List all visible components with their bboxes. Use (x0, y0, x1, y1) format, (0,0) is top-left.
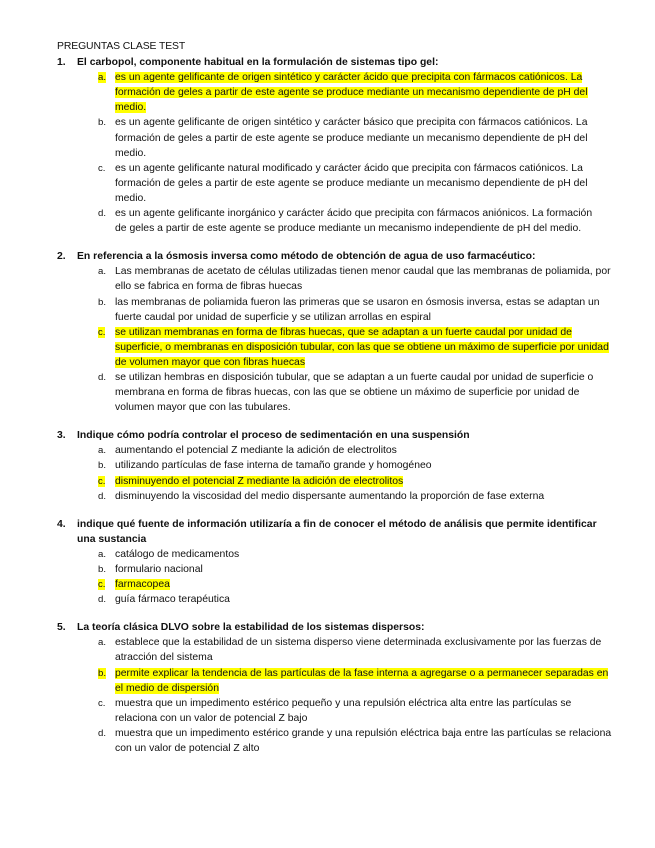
option-text (115, 458, 615, 473)
option-letter-text: c. (98, 475, 106, 487)
question-text: indique qué fuente de información utilizaría a fin de conocer el método de análisis que permite identificar una sustancia (77, 518, 597, 545)
option-letter-text: b. (98, 296, 107, 308)
option-letter (98, 666, 115, 696)
answer-option (98, 458, 615, 473)
option-letter (98, 726, 115, 756)
option-letter-text: d. (98, 208, 107, 220)
option-letter-text: d. (98, 371, 107, 383)
question-header (57, 249, 615, 264)
question-text: La teoría clásica DLVO sobre la estabilidad de los sistemas dispersos: (77, 622, 425, 634)
option-letter-text: c. (98, 162, 106, 174)
question-number: 4. (57, 518, 66, 530)
question-number: 1. (57, 57, 66, 69)
answer-option-highlighted (98, 666, 615, 696)
option-text-content: las membranas de poliamida fueron las primeras que se usaron en ósmosis inversa, estas se adaptan un fuerte caudal por unidad de superficie y se utilizan arrollas en espiral (115, 296, 600, 323)
option-text-content: disminuyendo la viscosidad del medio dispersante aumentando la proporción de fase externa (115, 490, 545, 502)
option-letter-text: b. (98, 667, 107, 679)
option-text (115, 592, 615, 607)
answer-options (57, 264, 615, 415)
answer-options (57, 70, 615, 236)
answer-option (98, 547, 615, 562)
option-letter (98, 474, 115, 489)
option-text-content: es un agente gelificante natural modificado y carácter ácido que precipita con fármacos catiónicos. La formación de geles a partir de este agente se produce mediante un mecanismo dependiente de pH del medio. (115, 162, 588, 204)
question-text: Indique cómo podría controlar el proceso de sedimentación en una suspensión (77, 430, 470, 442)
answer-option (98, 443, 615, 458)
option-text-content: aumentando el potencial Z mediante la adición de electrolitos (115, 445, 397, 457)
option-text-content: es un agente gelificante de origen sintético y carácter básico que precipita con fármacos catiónicos. La formación de geles a partir de este agente se produce mediante un mecanismo dependiente de pH del medio. (115, 117, 588, 159)
question-header (57, 517, 615, 547)
option-text (115, 370, 615, 415)
option-letter (98, 547, 115, 562)
question-text: El carbopol, componente habitual en la formulación de sistemas tipo gel: (77, 57, 439, 69)
option-text (115, 489, 615, 504)
answer-option (98, 562, 615, 577)
option-text-content: se utilizan hembras en disposición tubular, que se adaptan a un fuerte caudal por unidad de superficie o membrana en forma de fibras huecas, con las que se obtiene un máximo de superficie por unidad de volumen mayor que con las tubulares. (115, 371, 594, 414)
option-text (115, 264, 615, 294)
option-letter (98, 115, 115, 160)
question-header (57, 55, 615, 70)
answer-option (98, 264, 615, 294)
option-letter-text: c. (98, 579, 106, 591)
option-letter (98, 370, 115, 415)
option-letter (98, 295, 115, 325)
option-letter (98, 592, 115, 607)
option-letter-text: a. (98, 548, 107, 560)
option-text-content: muestra que un impedimento estérico grande y una repulsión eléctrica baja entre las partículas se relaciona con un valor de potencial Z alto (115, 727, 612, 755)
option-text (115, 474, 615, 489)
option-letter (98, 458, 115, 473)
option-text (115, 577, 615, 592)
option-text-content: formulario nacional (115, 564, 203, 575)
answer-option-highlighted (98, 577, 615, 592)
question-number: 3. (57, 430, 66, 442)
answer-options (57, 443, 615, 503)
option-text-content: catálogo de medicamentos (115, 548, 240, 560)
option-text (115, 206, 595, 236)
option-text (115, 726, 615, 756)
option-text-content: farmacopea (115, 579, 170, 591)
answer-option (98, 206, 615, 236)
option-text-content: es un agente gelificante inorgánico y carácter ácido que precipita con fármacos aniónicos. La formación de geles a partir de este agente se produce mediante un mecanismo independiente de pH del medio. (115, 208, 593, 235)
question (57, 517, 615, 608)
option-text (115, 443, 615, 458)
question-header (57, 428, 615, 443)
option-letter-text: c. (98, 697, 106, 709)
option-letter-text: c. (98, 326, 106, 338)
answer-option (98, 592, 615, 607)
question-list (57, 55, 615, 756)
answer-option (98, 696, 615, 726)
option-text-content: utilizando partículas de fase interna de tamaño grande y homogéneo (115, 460, 432, 472)
option-letter (98, 489, 115, 504)
option-text (115, 70, 595, 115)
option-text-content: Las membranas de acetato de células utilizadas tienen menor caudal que las membranas de poliamida, por ello se fabrica en forma de fibras huecas (115, 266, 611, 293)
answer-option-highlighted (98, 325, 615, 370)
question (57, 428, 615, 503)
answer-option (98, 726, 615, 756)
option-letter (98, 70, 115, 115)
option-letter (98, 562, 115, 577)
option-letter (98, 696, 115, 726)
answer-option-highlighted (98, 70, 615, 115)
option-text (115, 161, 595, 206)
answer-options (57, 635, 615, 756)
option-letter (98, 635, 115, 665)
option-letter-text: b. (98, 564, 107, 575)
option-text (115, 115, 595, 160)
option-letter-text: a. (98, 72, 107, 84)
question-number: 2. (57, 251, 66, 263)
option-letter-text: b. (98, 117, 107, 129)
option-letter (98, 264, 115, 294)
option-letter-text: b. (98, 460, 107, 472)
answer-option (98, 295, 615, 325)
document-title: PREGUNTAS CLASE TEST (57, 41, 186, 52)
option-letter-text: a. (98, 445, 107, 457)
option-text-content: permite explicar la tendencia de las partículas de la fase interna a agregarse o a permanecer separadas en el medio de dispersión (115, 667, 609, 694)
option-letter-text: d. (98, 727, 107, 739)
option-text (115, 547, 615, 562)
option-letter-text: d. (98, 490, 107, 502)
answer-option (98, 115, 615, 160)
option-letter (98, 325, 115, 370)
question-text: En referencia a la ósmosis inversa como método de obtención de agua de uso farmacéutico: (77, 251, 536, 263)
option-letter-text: a. (98, 266, 107, 278)
option-text-content: muestra que un impedimento estérico pequeño y una repulsión eléctrica alta entre las partículas se relaciona con un valor de potencial Z bajo (115, 697, 572, 724)
answer-options (57, 547, 615, 607)
option-letter (98, 206, 115, 236)
question (57, 55, 615, 236)
option-text (115, 635, 615, 665)
question (57, 249, 615, 415)
option-letter (98, 443, 115, 458)
option-text (115, 696, 615, 726)
option-text (115, 666, 615, 696)
answer-option (98, 370, 615, 415)
answer-option (98, 161, 615, 206)
option-letter-text: a. (98, 637, 107, 649)
option-text (115, 562, 615, 577)
option-letter (98, 577, 115, 592)
answer-option-highlighted (98, 474, 615, 489)
option-text (115, 325, 615, 370)
option-letter (98, 161, 115, 206)
option-text-content: es un agente gelificante de origen sintético y carácter ácido que precipita con fármacos catiónicos. La formación de geles a partir de este agente se produce mediante un mecanismo dependiente de pH del medio. (115, 72, 588, 114)
question-header (57, 620, 615, 635)
option-text-content: se utilizan membranas en forma de fibras huecas, que se adaptan a un fuerte caudal por unidad de superficie, o membranas en disposición tubular, con las que se obtiene un máximo de superficie por unidad de volumen mayor que con fibras huecas (115, 326, 609, 368)
option-text-content: establece que la estabilidad de un sistema disperso viene determinada exclusivamente por las fuerzas de atracción del sistema (115, 637, 602, 664)
answer-option (98, 635, 615, 665)
option-text-content: guía fármaco terapéutica (115, 594, 230, 606)
option-letter-text: d. (98, 594, 107, 606)
option-text-content: disminuyendo el potencial Z mediante la adición de electrolitos (115, 475, 404, 487)
option-text (115, 295, 615, 325)
answer-option (98, 489, 615, 504)
question-number: 5. (57, 622, 66, 634)
question (57, 620, 615, 756)
